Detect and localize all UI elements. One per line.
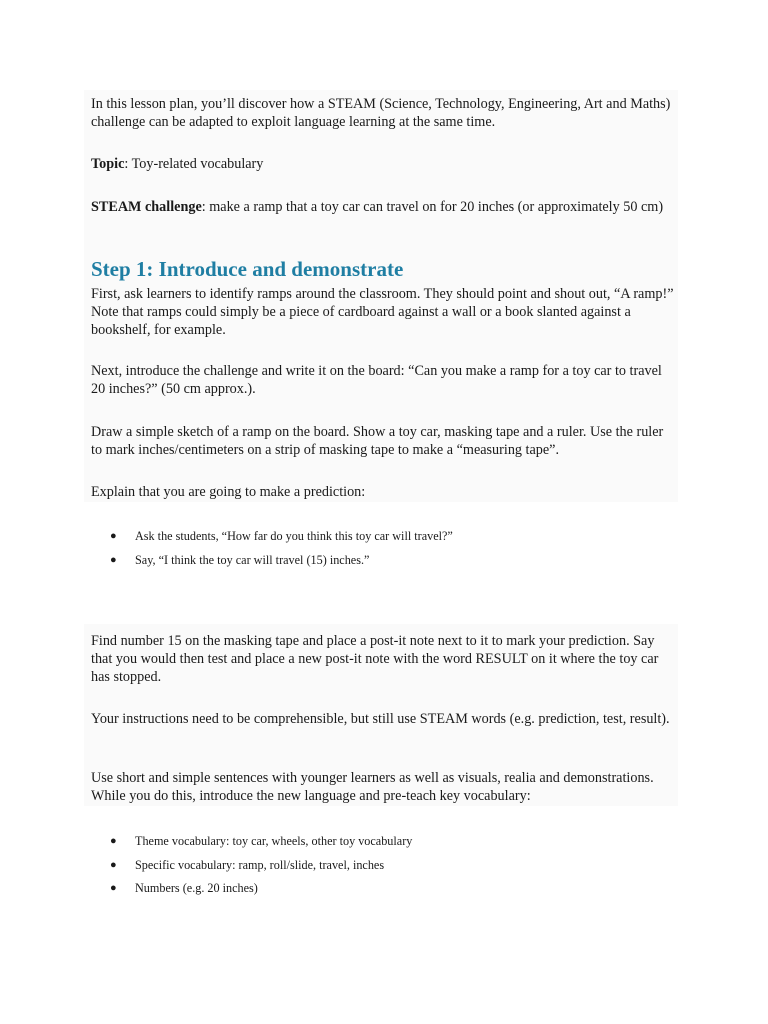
paragraph-sketch: Draw a simple sketch of a ramp on the board. Show a toy car, masking tape and a ruler. Use the ruler to mark inches/centimeters on a strip of masking tape to make a “measuring tape”. <box>91 424 664 458</box>
bullet-icon: ● <box>110 530 117 542</box>
bullet-icon: ● <box>110 858 117 871</box>
topic-label: Topic <box>91 156 125 172</box>
intro-paragraph: In this lesson plan, you’ll discover how a STEAM (Science, Technology, Engineering, Art and Maths) challenge can be adapted to exploit language learning at the same time. <box>91 96 671 130</box>
topic-line <box>91 155 677 173</box>
list-item <box>110 529 670 544</box>
prediction-list <box>110 529 670 576</box>
bullet-icon: ● <box>110 835 117 847</box>
paragraph-prediction: Explain that you are going to make a prediction: <box>91 484 366 500</box>
bullet-icon: ● <box>110 553 117 566</box>
topic-value: : Toy-related vocabulary <box>124 156 264 172</box>
vocabulary-list <box>110 834 670 905</box>
list-item-text: Theme vocabulary: toy car, wheels, other toy vocabulary <box>135 834 413 848</box>
bullet-icon: ● <box>110 882 117 894</box>
list-item <box>110 553 670 568</box>
paragraph-ramps: First, ask learners to identify ramps around the classroom. They should point and shout out, “A ramp!” Note that ramps could simply be a piece of cardboard against a wall or a book slanted against a bookshelf, for example. <box>91 286 674 338</box>
list-item-text: Ask the students, “How far do you think this toy car will travel?” <box>135 529 453 543</box>
list-item <box>110 858 670 873</box>
challenge-value: : make a ramp that a toy car can travel on for 20 inches (or approximately 50 cm) <box>201 199 664 215</box>
paragraph-instructions: Your instructions need to be comprehensible, but still use STEAM words (e.g. prediction, test, result). <box>91 711 670 727</box>
challenge-label: STEAM challenge <box>91 199 202 215</box>
step1-heading: Step 1: Introduce and demonstrate <box>91 257 404 281</box>
list-item-text: Say, “I think the toy car will travel (15) inches.” <box>135 552 370 567</box>
challenge-line <box>91 198 677 216</box>
list-item <box>110 881 670 896</box>
list-item-text: Specific vocabulary: ramp, roll/slide, travel, inches <box>135 857 385 872</box>
paragraph-challenge: Next, introduce the challenge and write it on the board: “Can you make a ramp for a toy car to travel 20 inches?” (50 cm approx.). <box>91 363 662 397</box>
paragraph-sentences: Use short and simple sentences with younger learners as well as visuals, realia and demonstrations. While you do this, introduce the new language and pre-teach key vocabulary: <box>91 770 654 804</box>
paragraph-post-it: Find number 15 on the masking tape and place a post-it note next to it to mark your prediction. Say that you would then test and place a new post-it note with the word RESULT on it where the toy car has stopped. <box>91 633 659 685</box>
list-item <box>110 834 670 849</box>
list-item-text: Numbers (e.g. 20 inches) <box>135 881 258 895</box>
